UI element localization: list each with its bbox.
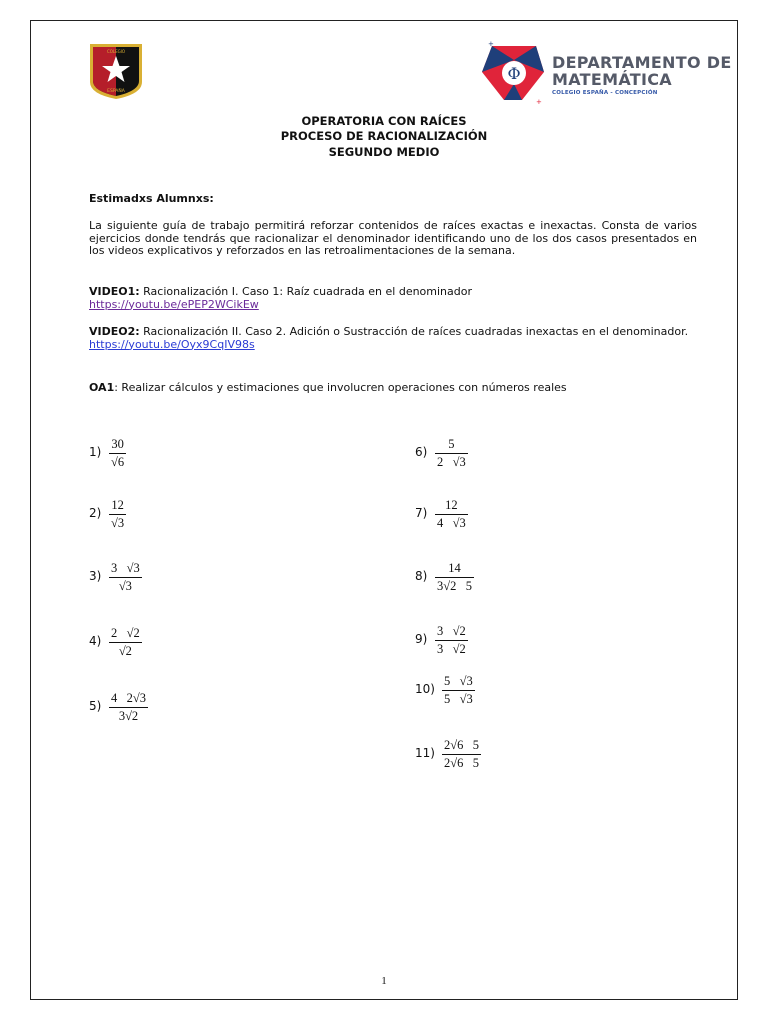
denominator: √2 bbox=[118, 644, 132, 658]
fraction bbox=[435, 561, 474, 594]
denominator: √3 bbox=[118, 579, 132, 593]
numerator: 12 bbox=[111, 498, 124, 512]
denominator: 4 √3 bbox=[437, 516, 466, 530]
numerator: 12 bbox=[445, 498, 458, 512]
denominator: 3 √2 bbox=[437, 642, 466, 656]
fraction bbox=[435, 437, 468, 470]
svg-text:+: + bbox=[536, 98, 542, 106]
numerator: 4 2√3 bbox=[111, 691, 146, 705]
page-number: 1 bbox=[381, 975, 387, 987]
video2-link[interactable]: https://youtu.be/Oyx9CqIV98s bbox=[89, 337, 255, 351]
department-subtitle: COLEGIO ESPAÑA - CONCEPCIÓN bbox=[552, 90, 658, 96]
fraction bbox=[109, 498, 126, 531]
title-line1: OPERATORIA CON RAÍCES bbox=[301, 114, 467, 128]
numerator: 3 √2 bbox=[437, 624, 466, 638]
denominator: 3√2 5 bbox=[437, 579, 472, 593]
video1-description: Racionalización I. Caso 1: Raíz cuadrada en el denominador bbox=[139, 285, 473, 298]
department-line2: MATEMÁTICA bbox=[552, 70, 672, 89]
video2-block bbox=[89, 326, 697, 351]
numerator: 5 bbox=[448, 437, 455, 451]
denominator: 2√6 5 bbox=[444, 756, 479, 770]
school-crest-bottom-text: ESPAÑA bbox=[107, 89, 125, 94]
numerator: 2√6 5 bbox=[444, 738, 479, 752]
exercise-number: 6) bbox=[415, 445, 428, 459]
numerator: 2 √2 bbox=[111, 626, 140, 640]
video1-block bbox=[89, 286, 697, 311]
numerator: 3 √3 bbox=[111, 561, 140, 575]
fraction bbox=[442, 738, 481, 771]
video2-label: VIDEO2: bbox=[89, 325, 140, 338]
page-border bbox=[30, 20, 738, 1000]
exercise-number: 2) bbox=[89, 506, 102, 520]
fraction bbox=[435, 624, 468, 657]
numerator: 5 √3 bbox=[444, 674, 473, 688]
fraction bbox=[435, 498, 468, 531]
exercise-number: 3) bbox=[89, 569, 102, 583]
denominator: √6 bbox=[111, 455, 125, 469]
phi-symbol: Φ bbox=[507, 64, 521, 83]
department-name bbox=[552, 54, 732, 88]
fraction bbox=[442, 674, 475, 707]
video1-link[interactable]: https://youtu.be/ePEP2WCikEw bbox=[89, 297, 259, 311]
exercise-number: 8) bbox=[415, 569, 428, 583]
exercise-number: 11) bbox=[415, 746, 435, 760]
objective-label: OA1 bbox=[89, 381, 115, 394]
exercise-number: 7) bbox=[415, 506, 428, 520]
title-line3: SEGUNDO MEDIO bbox=[328, 145, 440, 159]
exercise-number: 10) bbox=[415, 682, 435, 696]
objective-text: : Realizar cálculos y estimaciones que involucren operaciones con números reales bbox=[114, 381, 567, 394]
objective bbox=[89, 382, 697, 395]
denominator: √3 bbox=[111, 516, 125, 530]
exercise-number: 9) bbox=[415, 632, 428, 646]
fraction bbox=[109, 691, 148, 724]
school-crest-logo bbox=[88, 42, 144, 100]
intro-paragraph: La siguiente guía de trabajo permitirá reforzar contenidos de raíces exactas e inexactas. Consta de varios ejercicios donde tendrás que racionalizar el denominador identificando uno de los dos casos presentados en los videos explicativos y reforzados en las retroalimentaciones de la semana. bbox=[89, 219, 697, 257]
greeting: Estimadxs Alumnxs: bbox=[89, 192, 214, 205]
school-crest-top-text: COLEGIO bbox=[106, 49, 126, 54]
exercise-number: 1) bbox=[89, 445, 102, 459]
fraction bbox=[109, 561, 142, 594]
fraction bbox=[109, 626, 142, 659]
denominator: 3√2 bbox=[118, 709, 139, 723]
fraction bbox=[109, 437, 126, 470]
video2-description: Racionalización II. Caso 2. Adición o Sustracción de raíces cuadradas inexactas en el denominador. bbox=[139, 325, 689, 338]
numerator: 30 bbox=[111, 437, 124, 451]
denominator: 2 √3 bbox=[437, 455, 466, 469]
video1-label: VIDEO1: bbox=[89, 285, 140, 298]
svg-text:+: + bbox=[488, 40, 494, 48]
exercise-number: 5) bbox=[89, 699, 102, 713]
exercise-number: 4) bbox=[89, 634, 102, 648]
numerator: 14 bbox=[448, 561, 461, 575]
title-line2: PROCESO DE RACIONALIZACIÓN bbox=[280, 129, 488, 143]
department-line1: DEPARTAMENTO DE bbox=[552, 53, 732, 72]
denominator: 5 √3 bbox=[444, 692, 473, 706]
